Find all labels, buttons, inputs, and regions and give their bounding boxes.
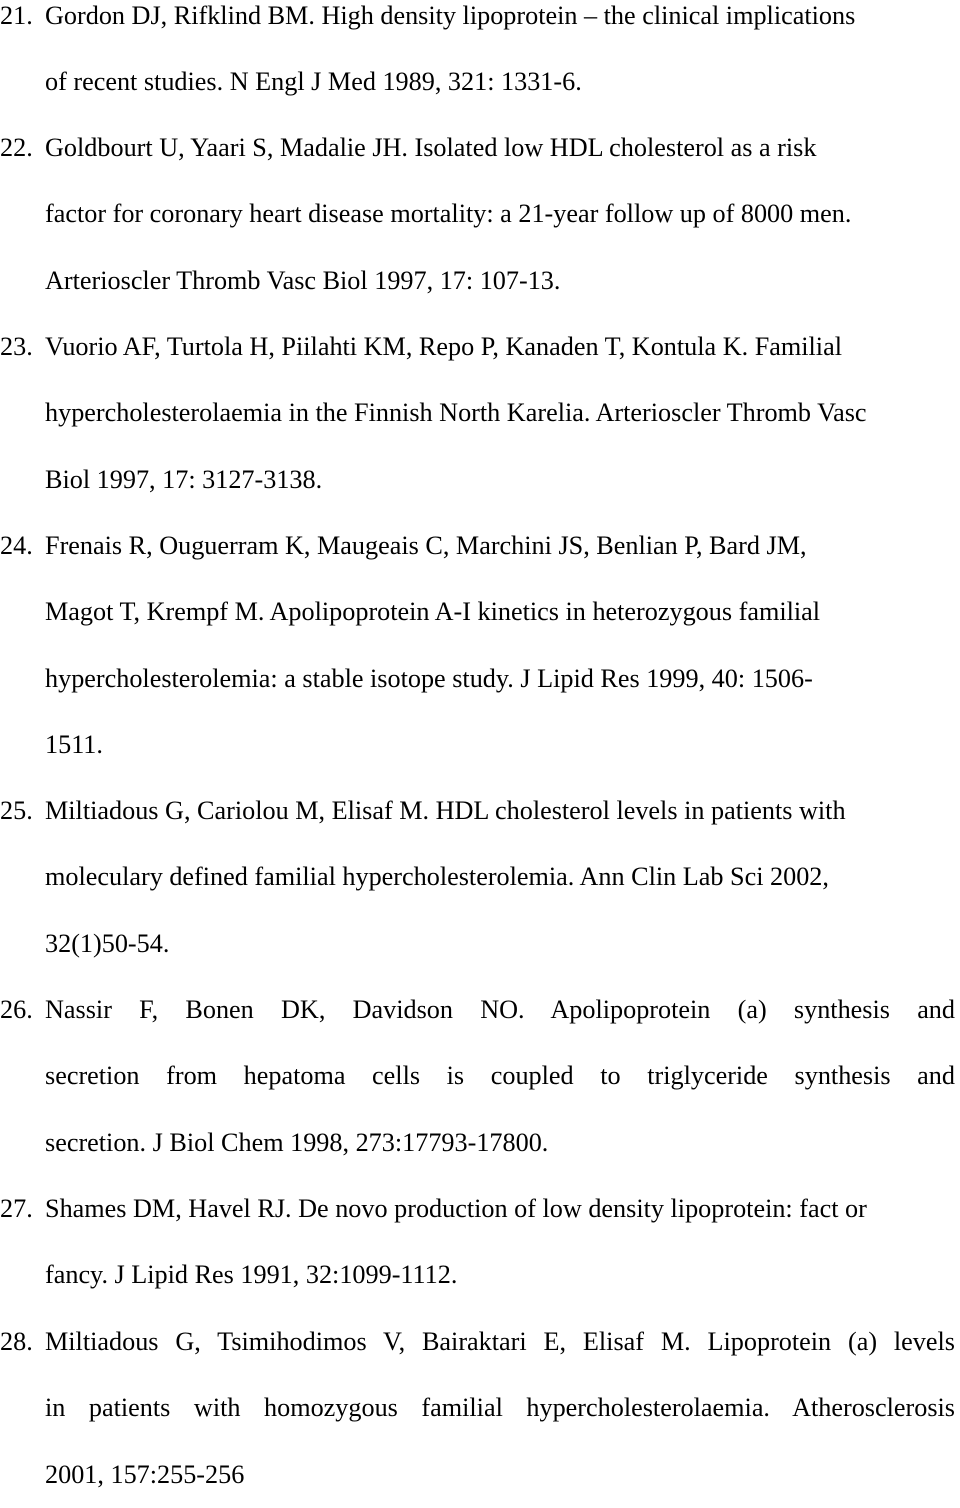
reference-text: [45, 115, 955, 314]
reference-line: Magot T, Krempf M. Apolipoprotein A-I kinetics in heterozygous familial: [45, 597, 821, 627]
reference-line: Nassir F, Bonen DK, Davidson NO. Apolipoprotein (a) synthesis and: [45, 995, 955, 1024]
reference-number: 24.: [0, 531, 33, 560]
reference-28: [0, 1309, 960, 1508]
reference-26: [0, 977, 960, 1176]
reference-line: moleculary defined familial hypercholesterolemia. Ann Clin Lab Sci 2002,: [45, 862, 829, 892]
reference-line: 1511.: [45, 729, 103, 759]
reference-text: [45, 513, 955, 778]
reference-line: Frenais R, Ouguerram K, Maugeais C, Marchini JS, Benlian P, Bard JM,: [45, 531, 807, 560]
reference-line: of recent studies. N Engl J Med 1989, 321: 1331-6.: [45, 67, 582, 97]
reference-number: 28.: [0, 1327, 33, 1356]
reference-line: Miltiadous G, Cariolou M, Elisaf M. HDL cholesterol levels in patients with: [45, 796, 846, 825]
reference-text: [45, 1309, 955, 1508]
reference-number: 21.: [0, 1, 33, 30]
reference-line: 2001, 157:255-256: [45, 1459, 245, 1489]
reference-number: 25.: [0, 796, 33, 825]
reference-line: Gordon DJ, Rifklind BM. High density lipoprotein – the clinical implications: [45, 1, 856, 30]
reference-line: Miltiadous G, Tsimihodimos V, Bairaktari E, Elisaf M. Lipoprotein (a) levels: [45, 1327, 955, 1356]
reference-line: Shames DM, Havel RJ. De novo production of low density lipoprotein: fact or: [45, 1194, 867, 1223]
reference-text: [45, 778, 955, 977]
reference-22: [0, 115, 960, 314]
reference-text: [45, 0, 955, 116]
reference-24: [0, 513, 960, 778]
reference-text: [45, 1176, 955, 1309]
reference-line: Goldbourt U, Yaari S, Madalie JH. Isolated low HDL cholesterol as a risk: [45, 133, 817, 162]
reference-line: Arterioscler Thromb Vasc Biol 1997, 17: 107-13.: [45, 265, 561, 295]
reference-number: 23.: [0, 332, 33, 361]
reference-line: hypercholesterolaemia in the Finnish North Karelia. Arterioscler Thromb Vasc: [45, 398, 867, 428]
reference-line: Vuorio AF, Turtola H, Piilahti KM, Repo P, Kanaden T, Kontula K. Familial: [45, 332, 842, 361]
reference-line: factor for coronary heart disease mortality: a 21-year follow up of 8000 men.: [45, 199, 852, 229]
reference-line: secretion. J Biol Chem 1998, 273:17793-17800.: [45, 1127, 549, 1157]
reference-25: [0, 778, 960, 977]
reference-21: [0, 0, 960, 116]
reference-line: in patients with homozygous familial hypercholesterolaemia. Atherosclerosis: [45, 1393, 955, 1423]
reference-number: 26.: [0, 995, 33, 1024]
reference-line: hypercholesterolemia: a stable isotope study. J Lipid Res 1999, 40: 1506-: [45, 663, 813, 693]
reference-line: secretion from hepatoma cells is coupled to triglyceride synthesis and: [45, 1061, 955, 1091]
reference-text: [45, 977, 955, 1176]
reference-number: 27.: [0, 1194, 33, 1223]
reference-line: 32(1)50-54.: [45, 928, 170, 958]
reference-27: [0, 1176, 960, 1309]
reference-number: 22.: [0, 133, 33, 162]
reference-line: Biol 1997, 17: 3127-3138.: [45, 464, 323, 494]
reference-line: fancy. J Lipid Res 1991, 32:1099-1112.: [45, 1260, 458, 1290]
reference-text: [45, 314, 955, 513]
reference-23: [0, 314, 960, 513]
